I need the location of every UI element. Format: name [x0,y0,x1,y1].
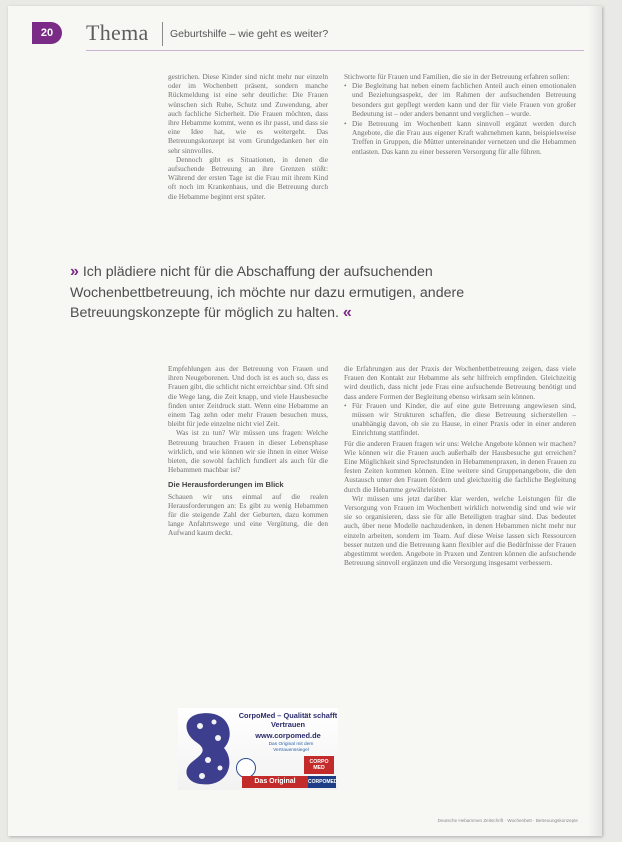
quote-text: Ich plädiere nicht für die Abschaffung der aufsuchenden Wochenbettbetreuung, ich möchte nur dazu ermutigen, andere Betreuungskonzepte für möglich zu halten. [70,264,465,321]
ad-tagline: Das Original mit dem Vertrauenssiegel [268,742,314,753]
ad-original-badge: Das Original [242,776,308,788]
paragraph: Empfehlungen aus der Betreuung von Frauen und ihren Neugeborenen. Und doch ist es auch so, dass es Frauen gibt, die schlicht nicht erreichbar sind. Oft sind die Wege lang, die Zeit knapp, und viele Hausbesuche finden unter Zeitdruck statt. Wenn eine Hebamme an einem Tag zehn oder mehr Frauen besuchen muss, bleibt für jede einzelne nicht viel Zeit. [168,364,328,429]
column-upper-left [168,72,328,201]
page-footer: Deutsche Hebammen Zeitschrift · Wochenbett · Betreuungskonzepte [437,818,578,823]
column-upper-right [344,72,576,157]
pull-quote [70,262,570,324]
list-item: • Für Frauen und Kinder, die auf eine gute Betreuung angewiesen sind, müssen wir Strukturen schaffen, die diese Betreuung sicherstellen – unabhängig davon, ob sie zu Hause, in einer Praxis oder in einer anderen Einrichtung stattfindet. [344,401,576,438]
ad-logo: CORPOMED [308,776,336,788]
paragraph: Wir müssen uns jetzt darüber klar werden, welche Leistungen für die Versorgung von Frauen im Wochenbett wirklich notwendig sind und wie wir sie so organisieren, dass sie für alle Beteiligten tragbar sind. Das bedeutet auch, über neue Modelle nachzudenken, in denen Hebammen nicht mehr nur einzeln arbeiten, sondern im Team. Auf diese Weise lassen sich Ressourcen besser nutzen und die Betreuung kann flexibler auf die Bedürfnisse der Frauen abgestimmt werden. Angebote in Praxen und Zentren können die aufsuchende Betreuung sinnvoll ergänzen und die Versorgung insgesamt verbessern. [344,493,576,568]
paragraph: Dennoch gibt es Situationen, in denen die aufsuchende Betreuung an ihre Grenzen stößt: Während der ersten Tage ist die Frau mit ihrem Kind oft noch im Krankenhaus, und die Betreuung durch die Hebamme beginnt erst später. [168,154,328,201]
page-edge-shadow [588,6,602,836]
quote-open-mark: » [70,263,79,280]
paragraph: Stichworte für Frauen und Familien, die sie in der Betreuung erfahren sollen: [344,72,570,81]
page-number-badge: 20 [32,22,62,44]
paragraph: die Erfahrungen aus der Praxis der Wochenbettbetreuung zeigen, dass viele Frauen den Kontakt zur Hebamme als sehr hilfreich empfinden. Gleichzeitig wird deutlich, dass nicht jede Frau eine aufsuchende Betreuung benötigt und dass andere Formen der Begleitung ebenso wirksam sein können. [344,364,576,401]
list-item: • Die Betreuung im Wochenbett kann sinnvoll ergänzt werden durch Angebote, die die Frau aus eigener Kraft wahrnehmen kann, beispielsweise Treffen in Gruppen, die Mütter untereinander vernetzen und die Hebammen entlasten. Das kann zu einer besseren Versorgung für alle führen. [344,119,576,156]
section-title: Thema [86,20,149,45]
ad-headline: CorpoMed – Qualität schafft Vertrauen [238,711,338,729]
column-lower-right [344,364,576,567]
column-lower-left [168,364,328,538]
quote-close-mark: « [342,304,352,321]
advertisement[interactable] [178,708,338,790]
cushion-image [178,708,238,790]
paragraph: Was ist zu tun? Wir müssen uns fragen: Welche Betreuung brauchen Frauen in dieser Lebensphase wirklich, und wie können wir sie ihnen in einer Weise bieten, die sowohl fachlich fundiert als auch für die Hebammen machbar ist? [168,428,328,475]
section-subtitle: Geburtshilfe – wie geht es weiter? [170,28,329,40]
header-rule [86,50,584,51]
quality-seal-icon [236,758,256,778]
paragraph: Für die anderen Frauen fragen wir uns: Welche Angebote können wir machen? Wie können wir die Frauen auch außerhalb der Hausbesuche gut erreichen? Eine Möglichkeit sind Sprechstunden in Hebammenpraxen, in denen Frauen zu festen Zeiten kommen können. Eine weitere sind Gruppenangebote, die den Austausch unter den Frauen fördern und gleichzeitig die fachliche Begleitung durch die Hebamme gewährleisten. [344,438,576,494]
bullet-list [344,81,576,156]
magazine-page [8,6,602,836]
subheading: Die Herausforderungen im Blick [168,480,284,490]
ad-url-link[interactable]: www.corpomed.de [255,731,321,740]
bullet-list [344,401,576,438]
paragraph: gestrichen. Diese Kinder sind nicht mehr nur einzeln oder im Wochenbett präsent, sondern manche Rückmeldung ist eine sehr deutliche: Die Frauen wünschen sich Ruhe, Schutz und Zuwendung, aber auch fachliche Sicherheit. Die Frauen möchten, dass ihre Hebamme kommt, wenn es ihr passt, und dass sie eine Idee hat, wie es weitergeht. Das Betreuungskonzept ist vom Grundgedanken her ein sehr sinnvolles. [168,72,328,155]
header-divider [162,22,163,46]
paragraph: Schauen wir uns einmal auf die realen Herausforderungen an: Es gibt zu wenig Hebammen für die steigende Zahl der Geburten, dazu kommen lange Anfahrtswege und eine Vergütung, die den Aufwand kaum deckt. [168,491,328,538]
list-item: • Die Begleitung hat neben einem fachlichen Anteil auch einen emotionalen und Beziehungsaspekt, der im Rahmen der aufsuchenden Betreuung besonders gut gepflegt werden kann und der für viele Frauen von großer Bedeutung ist – oder anders benannt und verglichen – wurde. [344,81,576,118]
ad-brand-box: CORPO MED [304,756,334,774]
